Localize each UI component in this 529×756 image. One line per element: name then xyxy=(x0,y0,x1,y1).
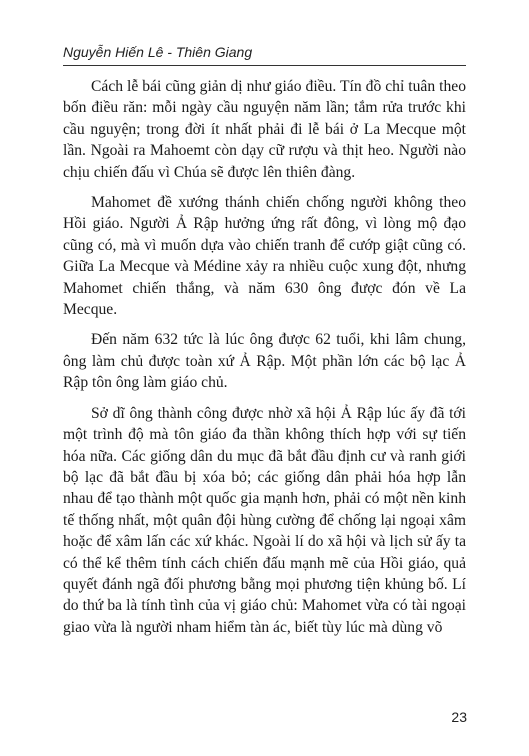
body-text xyxy=(63,76,466,647)
paragraph: Mahomet đề xướng thánh chiến chống người không theo Hồi giáo. Người Ả Rập hưởng ứng rất đông, vì lòng mộ đạo cũng có, mà vì muốn dựa vào chiến tranh để cướp giật cũng có. Giữa La Mecque và Médine xảy ra nhiều cuộc xung đột, nhưng Mahomet chiến thắng, và năm 630 ông được đón về La Mecque. xyxy=(63,194,466,319)
paragraph: Sở dĩ ông thành công được nhờ xã hội Ả Rập lúc ấy đã tới một trình độ mà tôn giáo đa thần không thích hợp với sự tiến hóa nữa. Các giống dân du mục đã bắt đầu định cư và ranh giới bộ lạc đã bắt đầu bị xóa bỏ; các giống dân phải hóa hợp lẫn nhau để tạo thành một quốc gia mạnh hơn, phải có một nền kinh tế thống nhất, một quân đội hùng cường để chống lại ngoại xâm hoặc để xâm lấn các xứ khác. Ngoài lí do xã hội và lịch sử ấy ta có thể kể thêm tính cách chiến đấu mạnh mẽ của Hồi giáo, quả quyết đánh ngã đối phương bằng mọi phương tiện khủng bố. Lí do thứ ba là tính tình của vị giáo chủ: Mahomet vừa có tài ngoại giao vừa là người nham hiểm tàn ác, biết tùy lúc mà dùng võ xyxy=(63,404,466,636)
running-header: Nguyễn Hiến Lê - Thiên Giang xyxy=(63,44,253,60)
paragraph: Đến năm 632 tức là lúc ông được 62 tuổi, khi lâm chung, ông làm chủ được toàn xứ Ả Rập. Một phần lớn các bộ lạc Ả Rập tôn ông làm giáo chủ. xyxy=(63,331,466,392)
paragraph: Cách lễ bái cũng giản dị như giáo điều. Tín đồ chỉ tuân theo bốn điều răn: mỗi ngày cầu nguyện năm lần; tắm rửa trước khi cầu nguyện; trong đời ít nhất phải đi lễ bái ở La Mecque một lần. Ngoài ra Mahoemt còn dạy cữ rượu và thịt heo. Người nào chịu chiến đấu vì Chúa sẽ được lên thiên đàng. xyxy=(63,78,466,181)
header-rule xyxy=(63,65,466,66)
page-number: 23 xyxy=(451,709,467,725)
